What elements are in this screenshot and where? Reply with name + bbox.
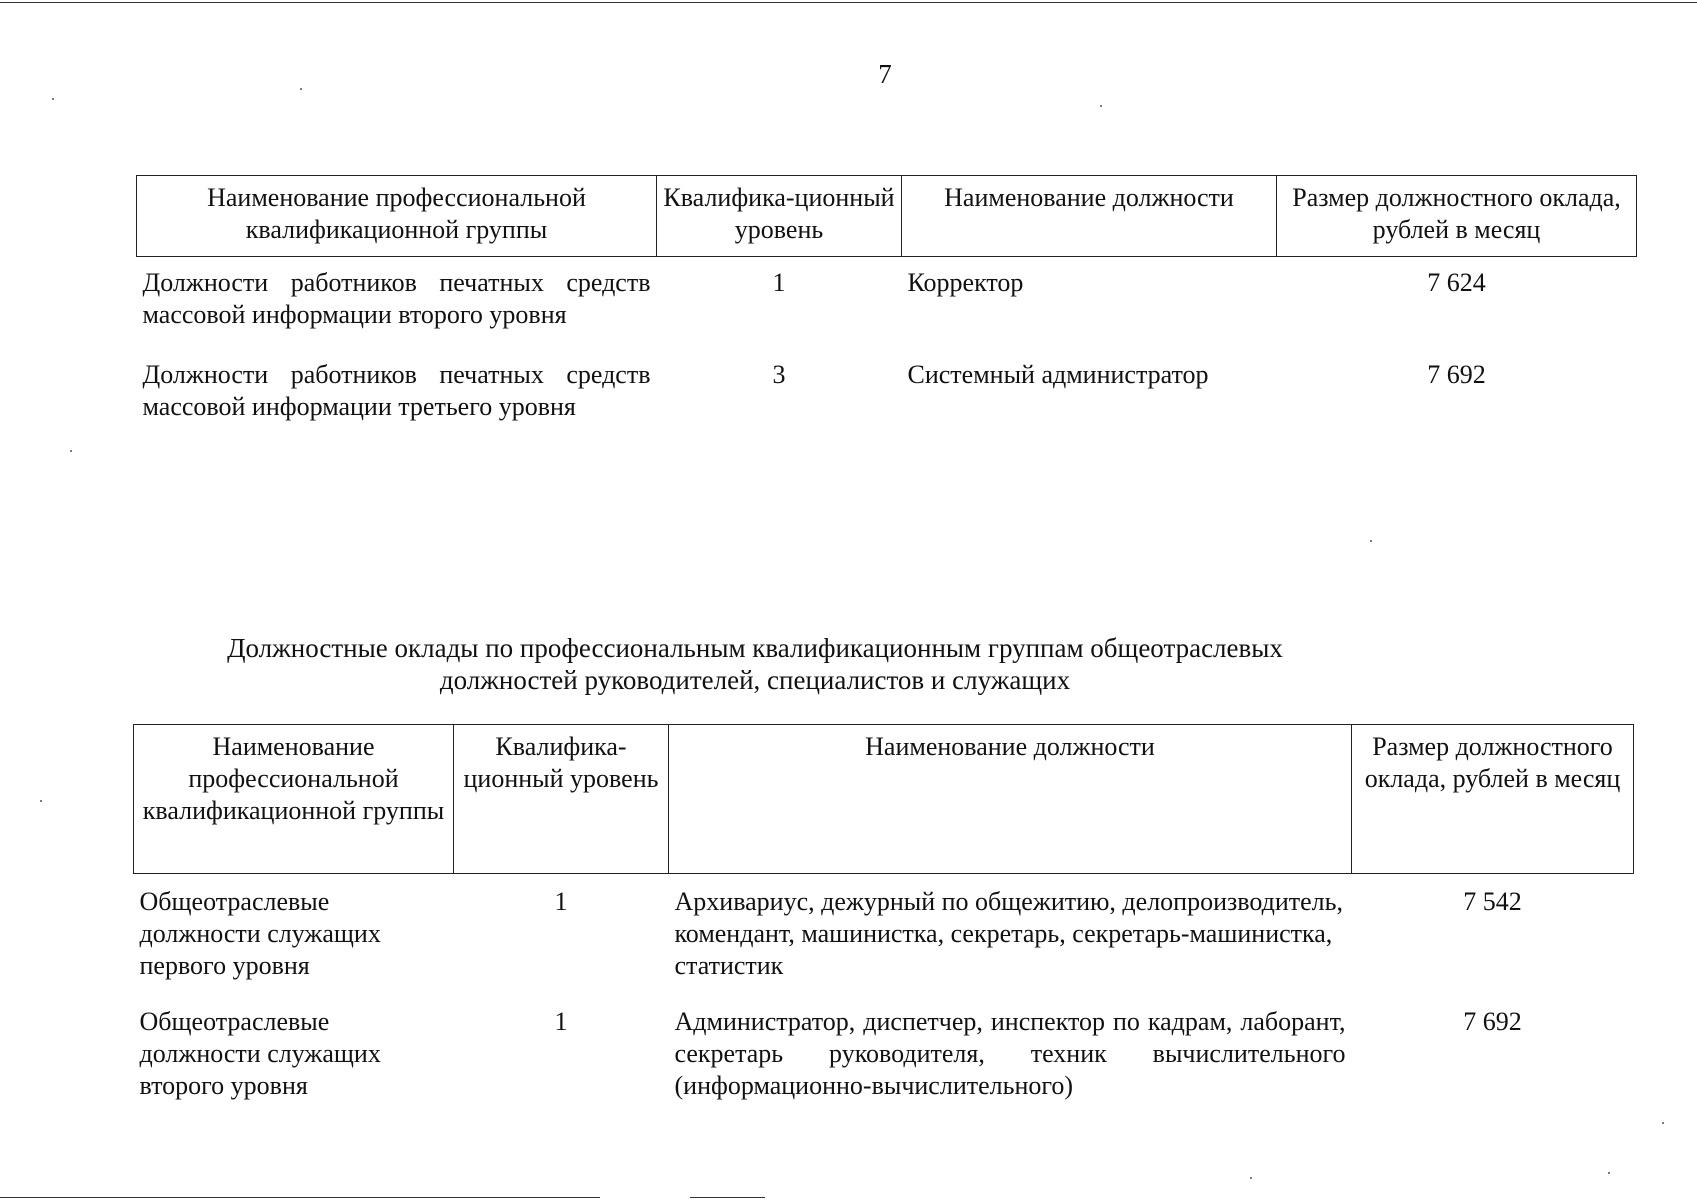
- cell-position: Системный администратор: [907, 360, 1209, 389]
- table-row: [137, 349, 1637, 441]
- section-title: Должностные оклады по профессиональным квалификационным группам общеотраслевых должностей руководителей, специалистов и служащих: [227, 633, 1283, 695]
- scan-speck: [1608, 1172, 1610, 1174]
- table-row: [134, 994, 1634, 1114]
- cell-position: Архивариус, дежурный по общежитию, делопроизводитель, комендант, машинистка, секретарь, секретарь-машинистка, статистик: [674, 887, 1343, 980]
- scan-speck: [1100, 105, 1102, 107]
- header-position-name: Наименование должности: [902, 176, 1277, 257]
- bottom-scan-edge-fragment: [690, 1197, 765, 1198]
- header-position-name: Наименование должности: [669, 725, 1352, 874]
- header-qualification-level: Квалифика-ционный уровень: [657, 176, 902, 257]
- cell-group: Общеотраслевые должности служащих второго уровня: [139, 1007, 381, 1100]
- header-salary: Размер должностного оклада, рублей в месяц: [1277, 176, 1637, 257]
- cell-salary: 7 542: [1463, 887, 1522, 916]
- cell-salary: 7 692: [1427, 360, 1486, 389]
- cell-salary: 7 692: [1463, 1007, 1522, 1036]
- table-header-row: [137, 176, 1637, 257]
- top-scan-edge: [0, 2, 1697, 3]
- scan-speck: [1662, 1122, 1664, 1124]
- cell-group: Должности работников печатных средств массовой информации третьего уровня: [142, 360, 651, 421]
- salary-table-media: [136, 175, 1637, 441]
- table-row: [134, 874, 1634, 995]
- scan-speck: [40, 800, 42, 802]
- header-group-name: Наименование профессиональной квалификационной группы: [134, 725, 454, 874]
- scan-speck: [1250, 1177, 1252, 1179]
- cell-level: 1: [554, 1007, 568, 1036]
- header-group-name: Наименование профессиональной квалификационной группы: [137, 176, 657, 257]
- bottom-scan-edge: [0, 1197, 600, 1198]
- cell-level: 3: [772, 360, 786, 389]
- cell-level: 1: [554, 887, 568, 916]
- cell-group: Общеотраслевые должности служащих первого уровня: [139, 887, 381, 980]
- salary-table-general: [133, 724, 1634, 1114]
- cell-group: Должности работников печатных средств массовой информации второго уровня: [142, 268, 651, 329]
- table-row: [137, 257, 1637, 350]
- cell-position: Корректор: [907, 268, 1024, 297]
- page-number: 7: [878, 59, 892, 89]
- header-qualification-level: Квалифика-ционный уровень: [454, 725, 669, 874]
- table-header-row: [134, 725, 1634, 874]
- cell-level: 1: [772, 268, 786, 297]
- scan-speck: [52, 98, 54, 100]
- cell-position: Администратор, диспетчер, инспектор по кадрам, лаборант, секретарь руководителя, техник вычислительного (информационно-вычислительного): [674, 1007, 1346, 1100]
- scan-speck: [70, 450, 72, 452]
- cell-salary: 7 624: [1427, 268, 1486, 297]
- scan-speck: [1370, 540, 1372, 542]
- header-salary: Размер должностного оклада, рублей в месяц: [1352, 725, 1634, 874]
